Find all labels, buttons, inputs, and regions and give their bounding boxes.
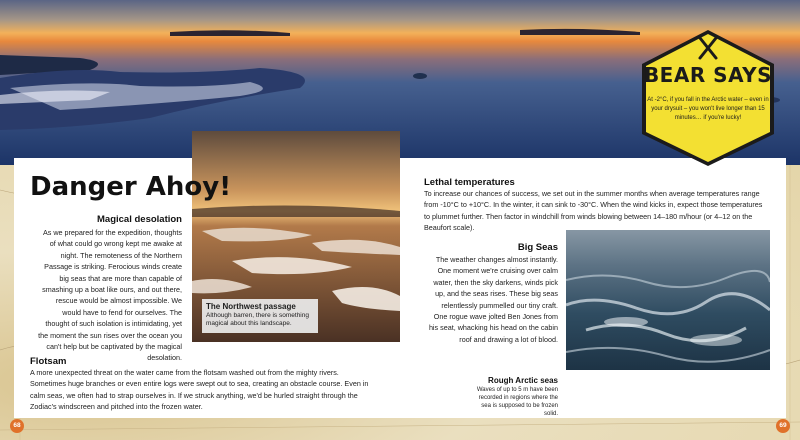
northwest-caption-title: The Northwest passage [206, 302, 296, 311]
big-seas-body: The weather changes almost instantly. One moment we're cruising over calm water, then the sky darkens, winds pick up, and the seas rises. These big seas relentlessly pummelled our tiny craft. One rogue wave jolted Ben Jones from his seat, whacking his head on the cabin roof and drawing a lot of blood. [428, 255, 558, 344]
lethal-temperatures-heading: Lethal temperatures [424, 177, 515, 188]
main-title: Danger Ahoy! [30, 172, 232, 202]
bear-says-text: At -2°C, if you fall in the Arctic water – even in your drysuit – you won't live longer than 15 minutes… if you're lucky! [647, 97, 769, 121]
northwest-passage-caption [202, 299, 318, 333]
lethal-temperatures-body: To increase our chances of success, we set out in the summer months when average temperatures range from -10°C to +10°C. In the winter, it can sink to -30°C. When the wind kicks in, expect those temperatures to plummet further. Then factor in windchill from winds blowing between 14–180 m/hour (or 4–12 on the Beaufort scale). [424, 189, 763, 233]
rough-seas-caption-text: Waves of up to 5 m have been recorded in regions where the sea is supposed to be frozen solid. [476, 387, 558, 417]
rough-seas-caption-title: Rough Arctic seas [488, 376, 558, 385]
flotsam-body: A more unexpected threat on the water came from the flotsam washed out from the mighty rivers. Sometimes huge branches or even entire logs were swept out to sea, creating an obstacle course. Even in calm seas, we often had to strap ourselves in. If we struck anything, we'd be hurled straight through the Zodiac's windscreen and pitched into the frozen water. [30, 368, 369, 412]
magical-desolation-body: As we prepared for the expedition, thoughts of what could go wrong kept me awake at night. The remoteness of the Northern Passage is striking. Ferocious winds create big seas that are more than capable of smashing up a boat like ours, and out there, rescue would be almost impossible. We would have to fend for ourselves. The thought of such isolation is intimidating, yet the moment the sun rises over the ocean you can't help but be captivated by the magical desolation. [38, 228, 182, 363]
big-seas-heading: Big Seas [517, 242, 558, 253]
flotsam-heading: Flotsam [30, 356, 67, 367]
page-number-left: 68 [10, 419, 24, 433]
magical-desolation-heading: Magical desolation [97, 214, 182, 225]
page-number-right: 69 [776, 419, 790, 433]
rough-arctic-seas-photo [566, 230, 770, 370]
northwest-caption-text: Although barren, there is something magical about this landscape. [206, 312, 309, 327]
bear-says-title: BEAR SAYS [643, 63, 773, 87]
rough-seas-caption [470, 376, 558, 418]
